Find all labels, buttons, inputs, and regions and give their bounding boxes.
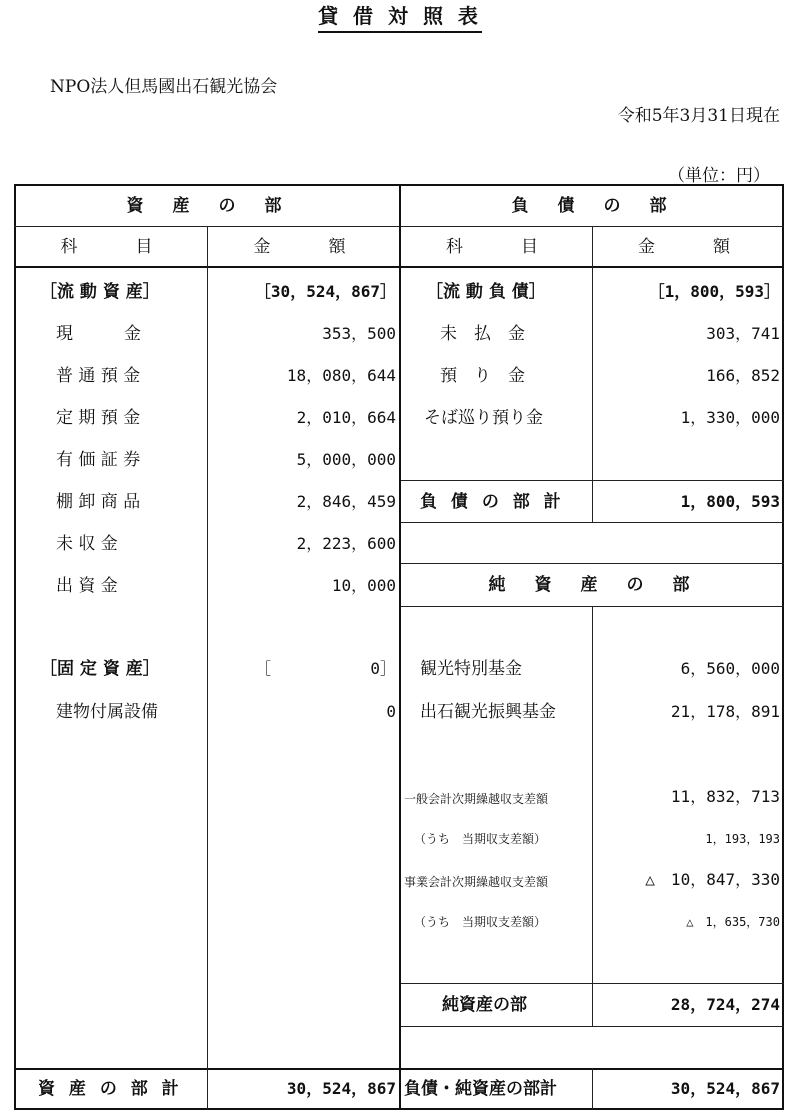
asset-item-label: 有 価 証 券	[56, 450, 141, 470]
fixed-assets-open-bracket: ［	[255, 659, 272, 678]
business-current-label: （うち 当期収支差額）	[414, 915, 547, 929]
asset-item-amount: 2，223，600	[296, 534, 396, 553]
document-title: 貸 借 対 照 表	[0, 2, 800, 33]
liab-item-amount: 166，852	[706, 366, 780, 385]
fixed-assets-total: 0］	[370, 659, 396, 678]
liab-amount-divider	[592, 226, 593, 522]
asset-item-amount: 5，000，000	[296, 450, 396, 469]
fixed-item-amount: 0	[386, 702, 396, 721]
current-liab-label: ［流 動 負 債］	[426, 282, 546, 302]
current-assets-label: ［流 動 資 産］	[40, 282, 160, 302]
assets-total-amount: 30，524，867	[286, 1079, 396, 1098]
assets-amount-header: 金 額	[253, 237, 354, 257]
asset-item-amount: 2，010，664	[296, 408, 396, 427]
liab-item-amount: 303，741	[706, 324, 780, 343]
business-carryover-amount: △ 10，847，330	[645, 870, 780, 889]
liabilities-section-header: 負 債 の 部	[511, 196, 673, 216]
asset-item-label: 出 資 金	[56, 576, 118, 596]
asset-item-label: 定 期 預 金	[56, 408, 141, 428]
asset-item-label: 棚 卸 商 品	[56, 492, 141, 512]
net-assets-header: 純 資 産 の 部	[488, 575, 696, 595]
assets-subject-header: 科 目	[60, 237, 161, 257]
net-total-bottom-rule	[400, 1026, 784, 1027]
business-carryover-label: 事業会計次期繰越収支差額	[404, 875, 549, 889]
net-amount-divider	[592, 606, 593, 1026]
liab-amount-header: 金 額	[638, 237, 738, 257]
liab-item-label: そば巡り預り金	[424, 408, 543, 428]
net-total-amount: 28，724，274	[670, 995, 780, 1014]
asset-amount-divider	[207, 226, 208, 1110]
asset-item-label: 未 収 金	[56, 534, 118, 554]
general-current-label: （うち 当期収支差額）	[414, 832, 547, 846]
grand-total-amount: 30，524，867	[670, 1079, 780, 1098]
grand-amount-divider	[592, 1068, 593, 1110]
business-current-amount: △ 1，635，730	[686, 915, 780, 929]
unit-label: （単位：円）	[668, 166, 770, 186]
net-header-top-rule	[400, 563, 784, 564]
net-item-label: 観光特別基金	[420, 659, 522, 679]
center-divider	[399, 184, 401, 1110]
asset-item-amount: 353，500	[322, 324, 396, 343]
asset-item-amount: 18，080，644	[286, 366, 396, 385]
liab-total-label: 負 債 の 部 計	[420, 492, 565, 512]
net-total-label: 純資産の部	[442, 995, 527, 1015]
asset-item-amount: 10，000	[331, 576, 396, 595]
liab-item-label: 未 払 金	[440, 324, 525, 344]
liab-total-rule	[400, 522, 784, 523]
net-item-label: 出石観光振興基金	[420, 702, 556, 722]
assets-total-label: 資 産 の 部 計	[38, 1079, 183, 1099]
net-item-amount: 6，560，000	[680, 659, 780, 678]
assets-section-header: 資 産 の 部	[126, 196, 288, 216]
asset-item-amount: 2，846，459	[296, 492, 396, 511]
liab-item-amount: 1，330，000	[680, 408, 780, 427]
grand-total-label: 負債・純資産の部計	[404, 1079, 557, 1099]
liab-total-amount: 1，800，593	[680, 492, 780, 511]
general-carryover-label: 一般会計次期繰越収支差額	[404, 792, 549, 806]
liab-subject-header: 科 目	[446, 237, 546, 257]
asset-item-label: 現 金	[56, 324, 141, 344]
general-carryover-amount: 11，832，713	[670, 787, 780, 806]
fixed-assets-label: ［固 定 資 産］	[40, 659, 160, 679]
current-liab-total: ［1，800，593］	[648, 282, 780, 301]
liab-item-label: 預 り 金	[440, 366, 525, 386]
as-of-date: 令和5年3月31日現在	[617, 106, 780, 126]
fixed-item-label: 建物付属設備	[56, 702, 158, 722]
organization-name: NPO法人但馬國出石観光協会	[50, 77, 278, 97]
net-item-amount: 21，178，891	[670, 702, 780, 721]
general-current-amount: 1，193，193	[705, 832, 780, 846]
current-assets-total: ［30，524，867］	[254, 282, 396, 301]
asset-item-label: 普 通 預 金	[56, 366, 141, 386]
